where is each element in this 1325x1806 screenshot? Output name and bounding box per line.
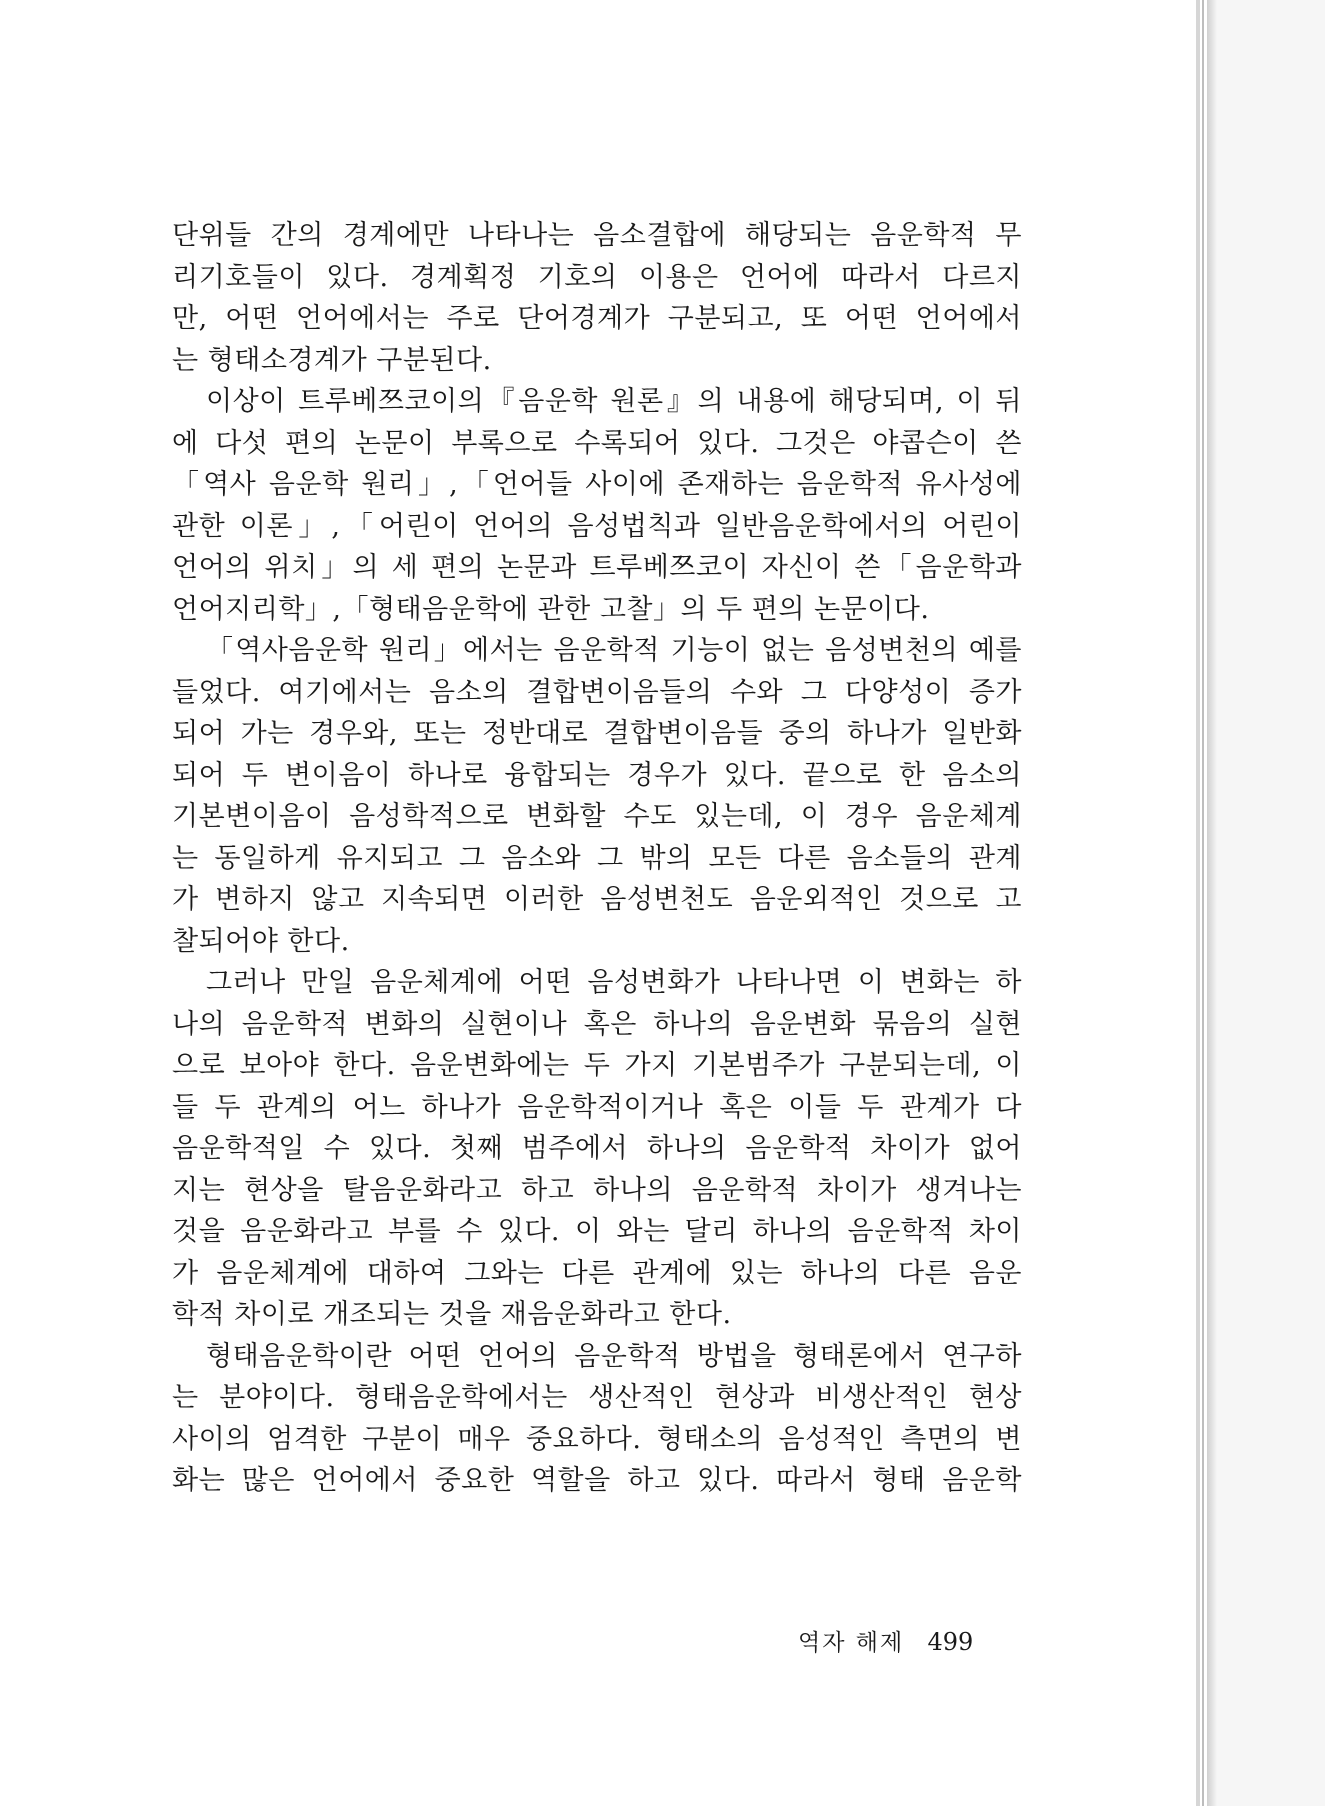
text-line: 학적 차이로 개조되는 것을 재음운화라고 한다. [172, 1299, 732, 1330]
paragraph-first-line: 그러나 만일 음운체계에 어떤 음성변화가 나타나면 이 변화는 하 [206, 967, 1022, 998]
page-footer [798, 1624, 973, 1657]
text-line: 기본변이음이 음성학적으로 변화할 수도 있는데, 이 경우 음운체계 [172, 801, 1022, 832]
page-stack-edge [1196, 0, 1200, 1806]
text-line: 들었다. 여기에서는 음소의 결합변이음들의 수와 그 다양성이 증가 [172, 676, 1022, 708]
text-line: 사이의 엄격한 구분이 매우 중요하다. 형태소의 음성적인 측면의 변 [172, 1423, 1022, 1455]
text-line: 화는 많은 언어에서 중요한 역할을 하고 있다. 따라서 형태 음운학 [172, 1465, 1022, 1496]
text-line: 「역사 음운학 원리」,「언어들 사이에 존재하는 음운학적 유사성에 [172, 469, 1022, 500]
text-line: 가 음운체계에 대하여 그와는 다른 관계에 있는 하나의 다른 음운 [172, 1257, 1022, 1289]
text-line: 찰되어야 한다. [172, 925, 350, 957]
text-line: 음운학적일 수 있다. 첫째 범주에서 하나의 음운학적 차이가 없어 [172, 1133, 1022, 1164]
text-line: 는 형태소경계가 구분된다. [172, 344, 492, 376]
text-line: 는 동일하게 유지되고 그 음소와 그 밖의 모든 다른 음소들의 관계 [172, 842, 1022, 874]
text-line: 되어 두 변이음이 하나로 융합되는 경우가 있다. 끝으로 한 음소의 [172, 759, 1022, 791]
text-line: 단위들 간의 경계에만 나타나는 음소결합에 해당되는 음운학적 무 [172, 220, 1022, 251]
text-line: 가 변하지 않고 지속되면 이러한 음성변천도 음운외적인 것으로 고 [172, 884, 1022, 915]
text-line: 되어 가는 경우와, 또는 정반대로 결합변이음들 중의 하나가 일반화 [172, 718, 1022, 749]
page-number: 499 [927, 1628, 974, 1656]
paragraph-first-line: 이상이 트루베쯔코이의『음운학 원론』의 내용에 해당되며, 이 뒤 [206, 386, 1022, 417]
running-footer-title: 역자 해제 [798, 1630, 905, 1656]
page-stack-edge [1202, 0, 1204, 1806]
text-line: 나의 음운학적 변화의 실현이나 혹은 하나의 음운변화 묶음의 실현 [172, 1008, 1022, 1040]
body-text [172, 215, 1022, 1502]
text-line: 것을 음운화라고 부를 수 있다. 이 와는 달리 하나의 음운학적 차이 [172, 1216, 1022, 1247]
paragraph-first-line: 형태음운학이란 어떤 언어의 음운학적 방법을 형태론에서 연구하 [206, 1340, 1022, 1372]
text-line: 리기호들이 있다. 경계획정 기호의 이용은 언어에 따라서 다르지 [172, 261, 1022, 293]
text-line: 언어의 위치」의 세 편의 논문과 트루베쯔코이 자신이 쓴「음운학과 [172, 552, 1022, 583]
text-line: 언어지리학」,「형태음운학에 관한 고찰」의 두 편의 논문이다. [172, 593, 930, 625]
page-shadow [1207, 0, 1217, 1806]
text-line: 는 분야이다. 형태음운학에서는 생산적인 현상과 비생산적인 현상 [172, 1382, 1022, 1413]
text-line: 에 다섯 편의 논문이 부록으로 수록되어 있다. 그것은 야콥슨이 쓴 [172, 427, 1022, 459]
text-line: 만, 어떤 언어에서는 주로 단어경계가 구분되고, 또 어떤 언어에서 [172, 303, 1022, 334]
text-line: 들 두 관계의 어느 하나가 음운학적이거나 혹은 이들 두 관계가 다 [172, 1091, 1022, 1123]
paragraph-first-line: 「역사음운학 원리」에서는 음운학적 기능이 없는 음성변천의 예를 [206, 635, 1022, 666]
text-line: 지는 현상을 탈음운화라고 하고 하나의 음운학적 차이가 생겨나는 [172, 1174, 1022, 1206]
text-line: 관한 이론」,「어린이 언어의 음성법칙과 일반음운학에서의 어린이 [172, 510, 1022, 542]
text-line: 으로 보아야 한다. 음운변화에는 두 가지 기본범주가 구분되는데, 이 [172, 1050, 1022, 1081]
